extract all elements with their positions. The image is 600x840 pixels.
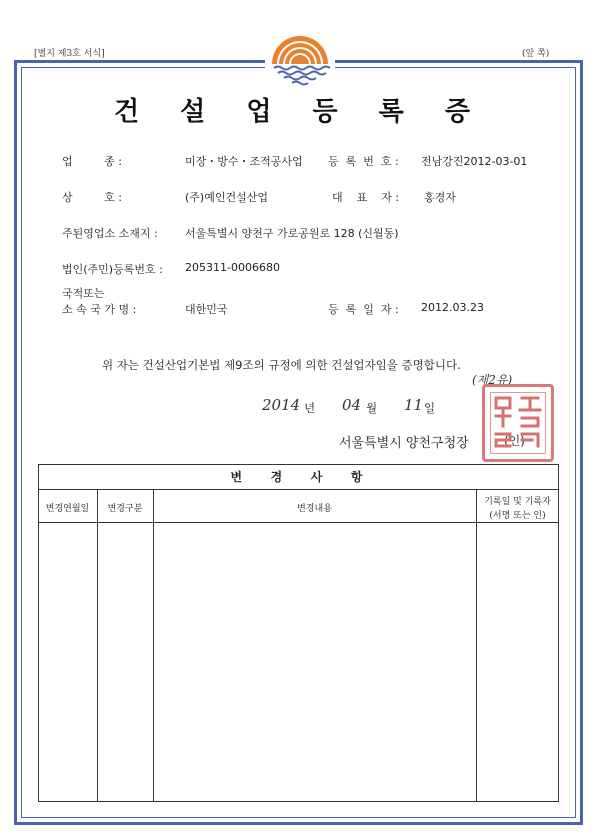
changes-table-title: 변 경 사 항 (230, 470, 367, 484)
table-title-divider (38, 489, 559, 490)
issue-day: 11 (404, 396, 424, 414)
registration-number-value: 전남강진2012-03-01 (421, 155, 528, 168)
sun-wave-emblem-icon (268, 26, 332, 86)
representative-value: 홍경자 (424, 191, 456, 204)
corporate-number-value: 205311-0006680 (185, 261, 280, 274)
issue-month: 04 (342, 396, 362, 414)
nationality-label-line2: 소 속 국 가 명 : (62, 303, 137, 316)
issue-year-label: 년 (304, 401, 316, 415)
handwritten-note: (제2유) (472, 373, 513, 387)
column-header-recorder-line1: 기록일 및 기록자 (484, 497, 551, 507)
page-side-label: (앞 쪽) (522, 49, 550, 59)
column-header-change-content: 변경내용 (297, 504, 332, 514)
nationality-label-line1: 국적또는 (62, 287, 105, 300)
issuer-name: 서울특별시 양천구청장 (339, 436, 469, 451)
seal-mark: (인) (504, 434, 525, 448)
page-title: 건 설 업 등 록 증 (114, 97, 486, 127)
column-divider-2 (153, 489, 154, 802)
issue-day-label: 일 (424, 401, 436, 415)
column-divider-1 (97, 489, 98, 802)
official-seal-glyphs (486, 388, 550, 458)
nationality-value: 대한민국 (185, 303, 228, 316)
company-name-label: 상 호 : (62, 191, 122, 204)
column-header-recorder-line2: (서명 또는 인) (489, 511, 546, 521)
business-type-value: 미장・방수・조적공사업 (185, 155, 303, 168)
registration-number-label: 등 록 번 호 : (328, 155, 399, 168)
registration-date-label: 등 록 일 자 : (328, 303, 399, 316)
corporate-number-label: 법인(주민)등록번호 : (62, 263, 163, 276)
representative-label: 대 표 자 : (332, 191, 400, 204)
table-header-divider (38, 522, 559, 523)
form-number: [별지 제3호 서식] (34, 49, 105, 59)
column-header-change-date: 변경연월일 (45, 504, 90, 514)
column-header-change-type: 변경구분 (107, 504, 143, 514)
company-name-value: (주)예인건설산업 (185, 191, 268, 204)
column-divider-3 (476, 489, 477, 802)
issue-month-label: 월 (366, 401, 378, 415)
registration-date-value: 2012.03.23 (421, 301, 484, 314)
issue-year: 2014 (262, 396, 301, 414)
address-label: 주된영업소 소재지 : (62, 227, 158, 240)
certification-statement: 위 자는 건설산업기본법 제9조의 규정에 의한 건설업자임을 증명합니다. (102, 358, 461, 372)
business-type-label: 업 종 : (62, 155, 122, 168)
address-value: 서울특별시 양천구 가로공원로 128 (신월동) (185, 227, 399, 240)
